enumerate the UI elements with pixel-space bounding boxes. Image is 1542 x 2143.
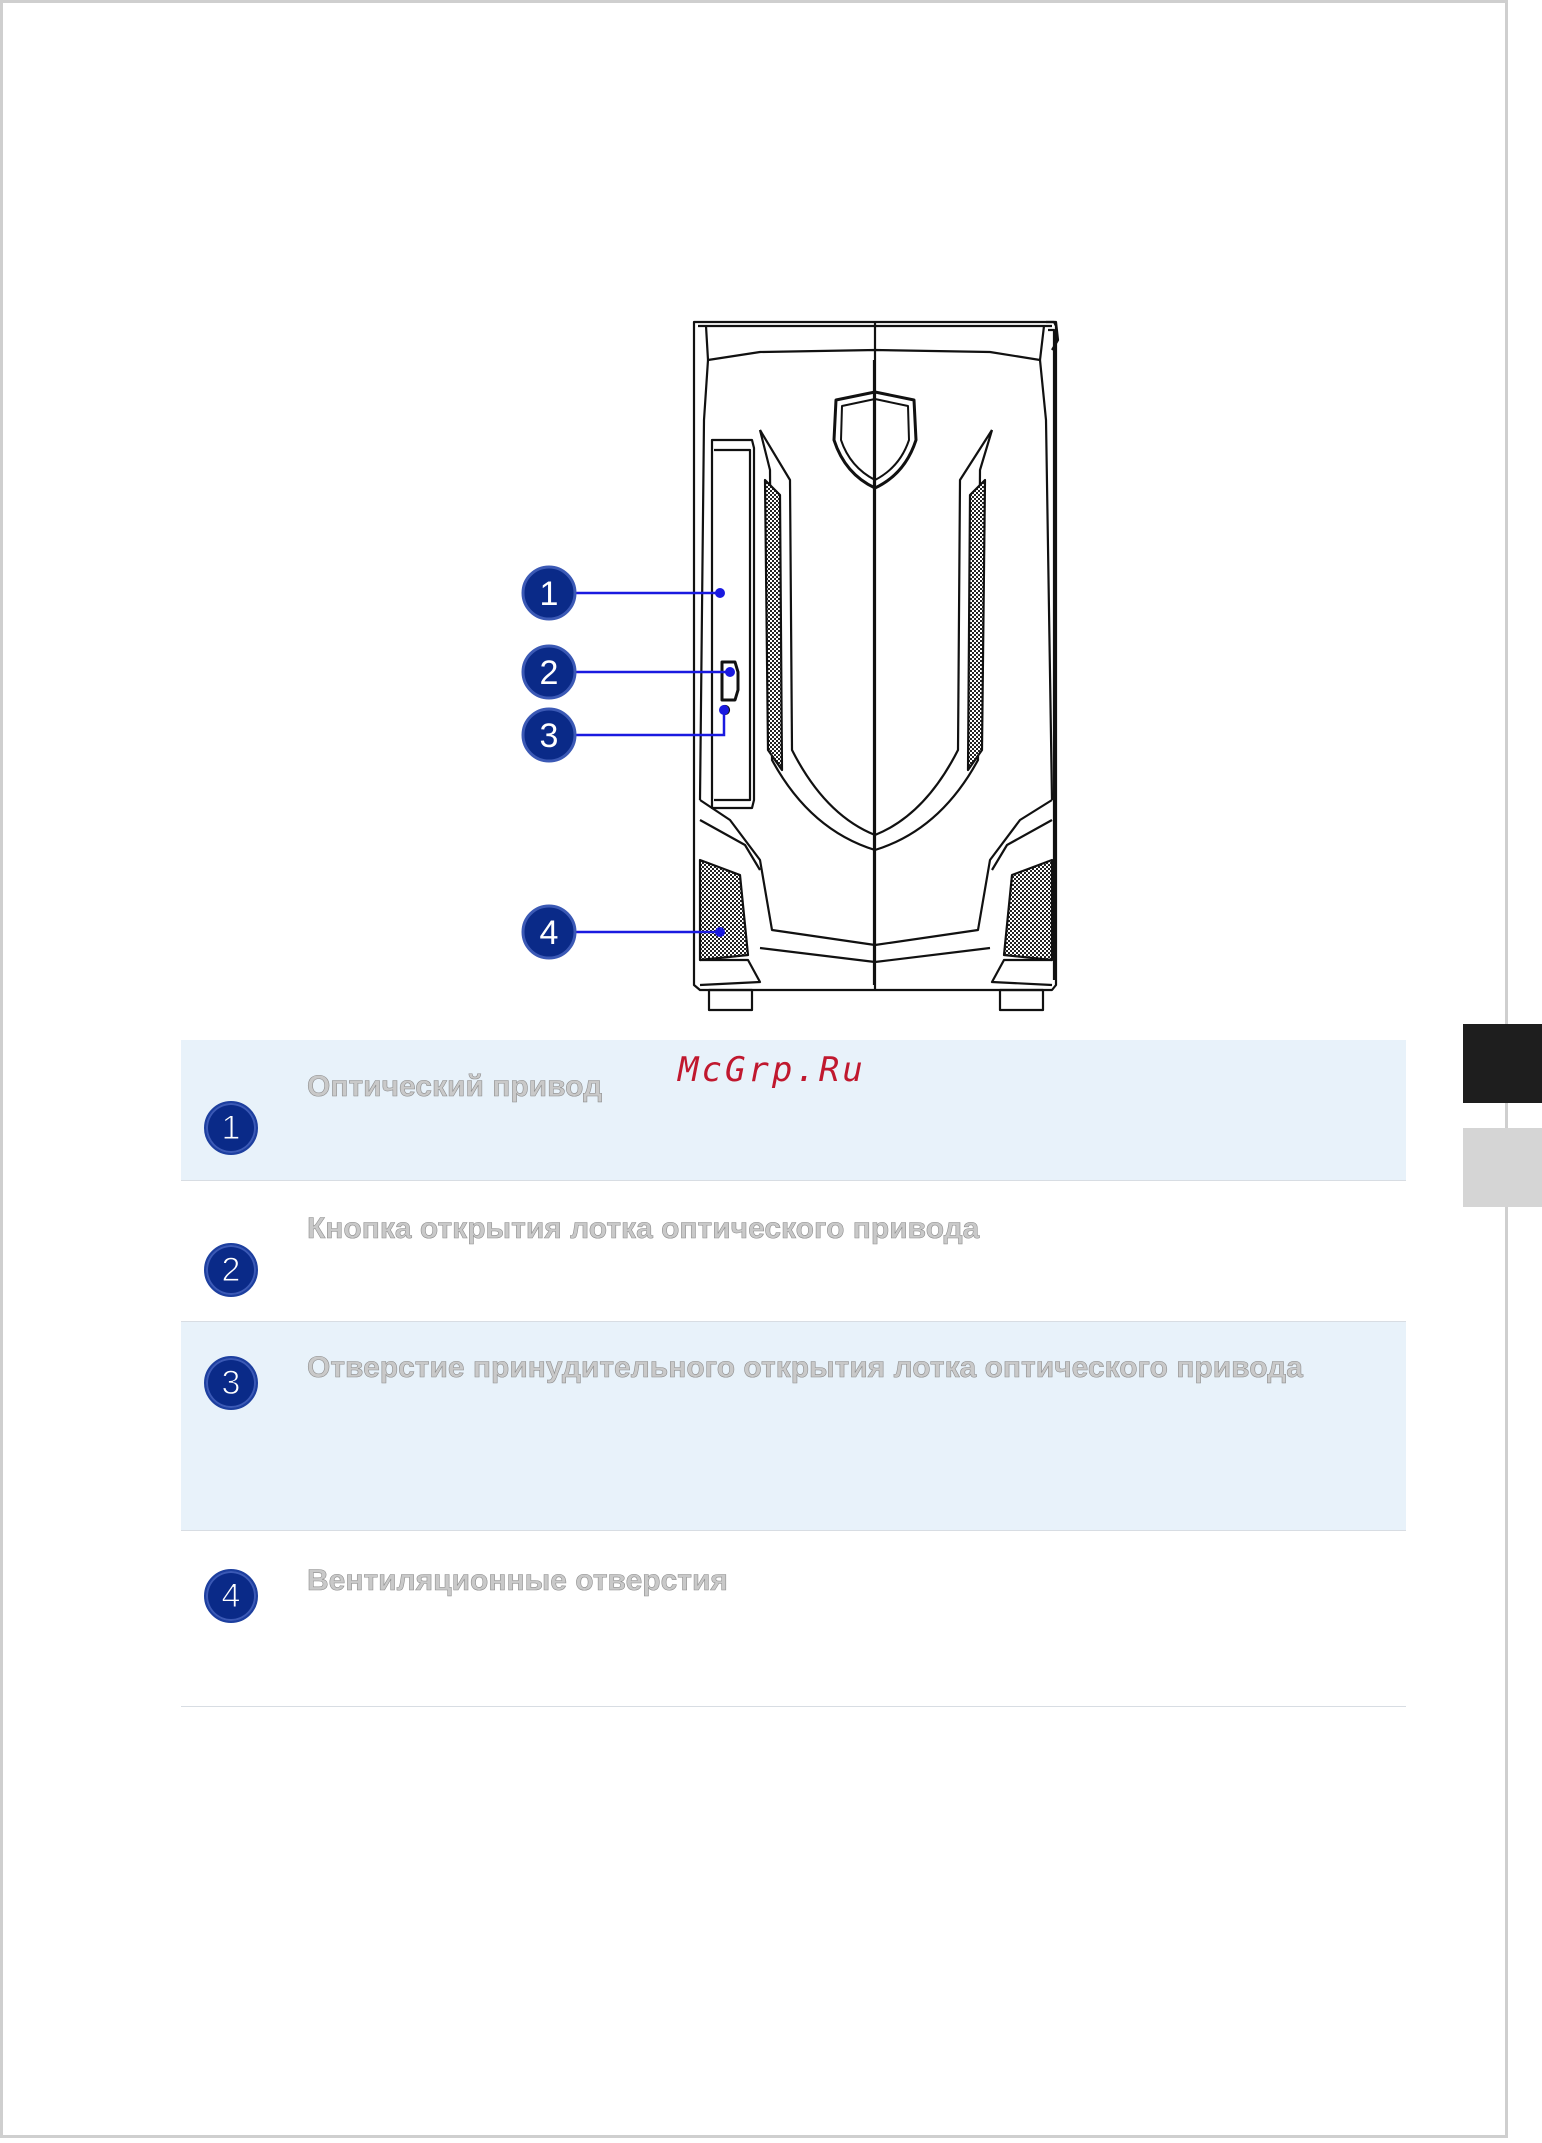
callout-3 bbox=[523, 705, 729, 761]
foot-left bbox=[709, 990, 752, 1010]
pc-case bbox=[694, 322, 1058, 1010]
row-label: Кнопка открытия лотка оптического привода bbox=[307, 1212, 980, 1245]
callout-number: 4 bbox=[539, 914, 559, 952]
foot-right bbox=[1000, 990, 1043, 1010]
section-tab-light bbox=[1463, 1128, 1542, 1207]
callout-number: 1 bbox=[539, 575, 559, 613]
row-label: Вентиляционные отверстия bbox=[307, 1564, 728, 1597]
legend-row bbox=[181, 1181, 1406, 1322]
callout-number: 3 bbox=[539, 717, 559, 755]
callout-number: 2 bbox=[539, 654, 559, 692]
row-number-badge: 3 bbox=[204, 1356, 258, 1410]
legend-row bbox=[181, 1531, 1406, 1707]
row-label: Отверстие принудительного открытия лотка оптического привода bbox=[307, 1351, 1303, 1384]
section-tab-dark bbox=[1463, 1024, 1542, 1103]
vent-left bbox=[700, 860, 748, 960]
row-number-badge: 4 bbox=[204, 1569, 258, 1623]
optical-drive bbox=[712, 440, 754, 808]
row-number-badge: 2 bbox=[204, 1243, 258, 1297]
watermark: McGrp.Ru bbox=[678, 1050, 866, 1090]
vent-right bbox=[1004, 860, 1052, 960]
row-number-badge: 1 bbox=[204, 1101, 258, 1155]
pc-front-diagram bbox=[0, 0, 1542, 1040]
legend-row bbox=[181, 1322, 1406, 1531]
legend-table bbox=[181, 1040, 1406, 1707]
callout-2 bbox=[523, 646, 735, 698]
row-label: Оптический привод bbox=[307, 1070, 603, 1103]
